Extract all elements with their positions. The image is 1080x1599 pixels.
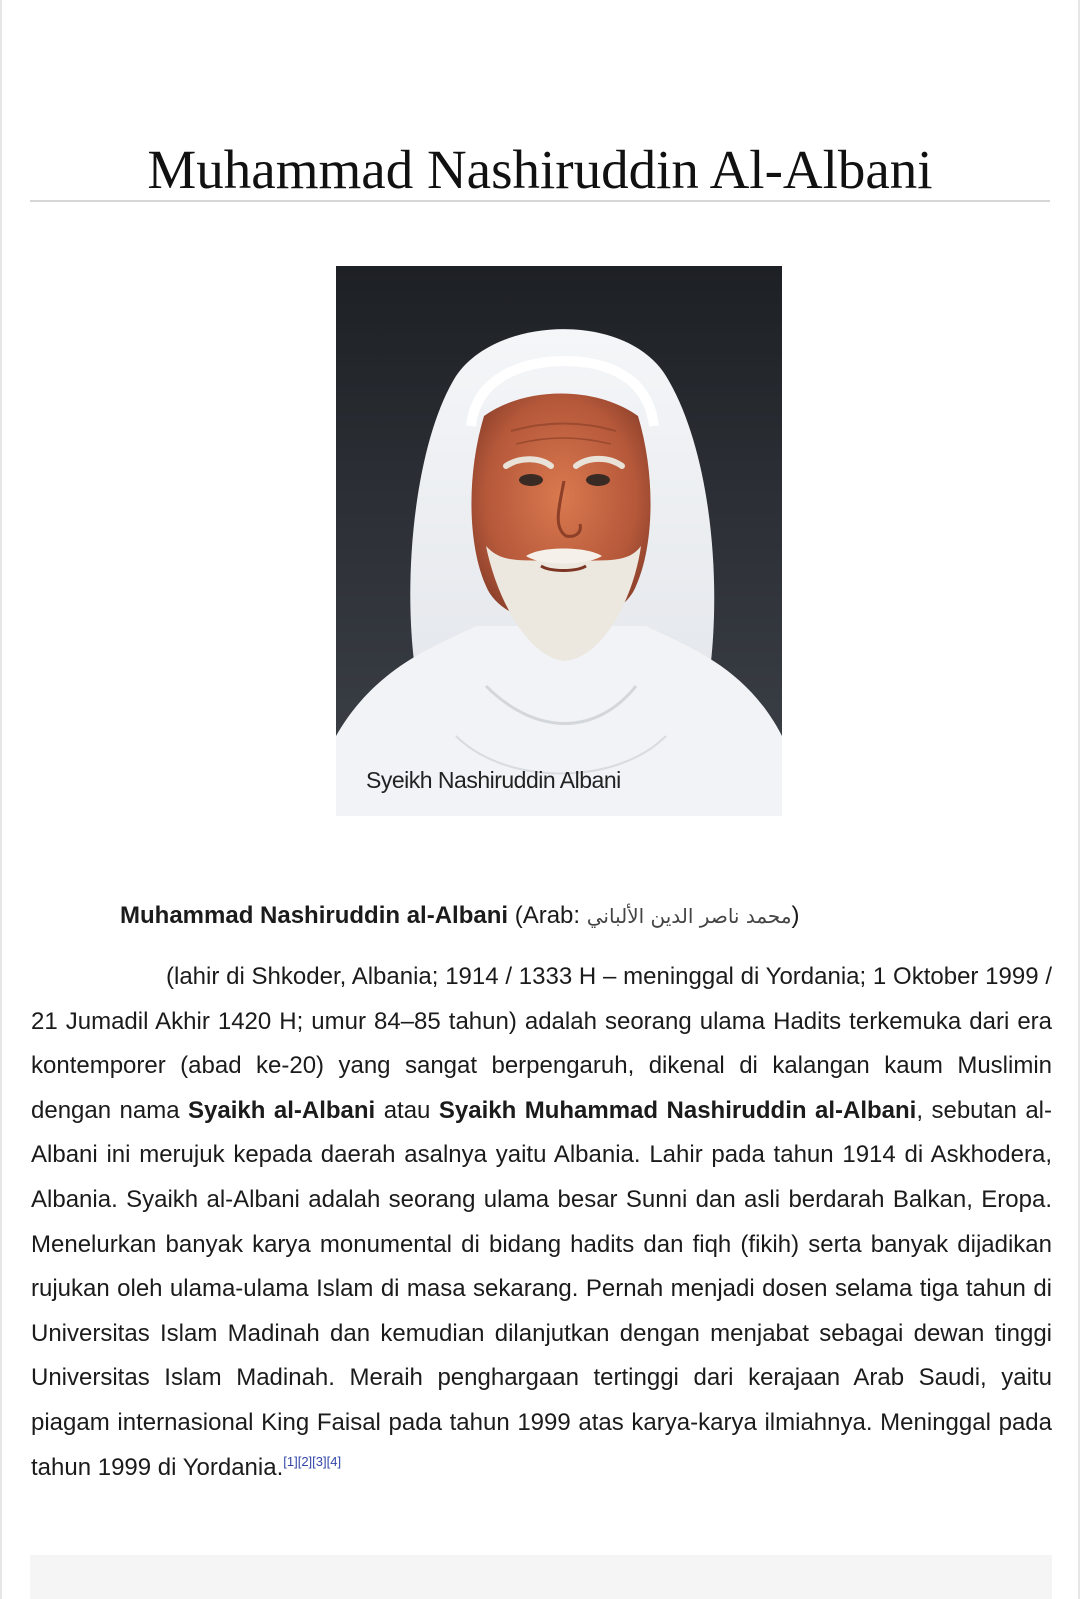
portrait-illustration	[336, 266, 782, 816]
portrait-image	[336, 266, 782, 816]
lead-arabic-name: محمد ناصر الدين الألباني	[586, 904, 792, 928]
reference-link-3[interactable]: [3]	[312, 1453, 327, 1469]
paragraph-part-3: , sebutan al-Albani ini merujuk kepada daerah asalnya yaitu Albania. Lahir pada tahun 1914 di Askhodera, Albania. Syaikh al-Albani adalah seorang ulama besar Sunni dan asli berdarah Balkan, Eropa. Menelurkan banyak karya monumental di bidang hadits dan fiqh (fikih) serta banyak dijadikan rujukan oleh ulama-ulama Islam di masa sekarang. Pernah menjadi dosen selama tiga tahun di Universitas Islam Madinah dan kemudian dilanjutkan dengan menjabat sebagai dewan tinggi Universitas Islam Madinah. Meraih penghargaan tertinggi dari kerajaan Arab Saudi, yaitu piagam internasional King Faisal pada tahun 1999 atas karya-karya ilmiahnya. Meninggal pada tahun 1999 di Yordania.	[31, 1096, 1053, 1481]
paragraph-part-1: (lahir di Shkoder, Albania; 1914 / 1333 H – meninggal di Yordania; 1 Oktober 1999 / 21 Jumadil Akhir 1420 H; umur 84–85 tahun) adalah seorang ulama Hadits terkemuka dari era kontemporer (abad ke-20) yang sangat berpengaruh, dikenal di kalangan kaum Muslimin dengan nama	[31, 963, 1052, 1124]
reference-links	[283, 1454, 341, 1469]
reference-link-4[interactable]: [4]	[326, 1453, 342, 1469]
page-edge-left	[0, 0, 2, 1599]
lead-line	[120, 898, 800, 934]
reference-link-1[interactable]: [1]	[283, 1453, 298, 1469]
lead-name: Muhammad Nashiruddin al-Albani	[120, 902, 509, 929]
title-divider	[30, 200, 1050, 202]
reference-link-2[interactable]: [2]	[297, 1453, 313, 1469]
page-title: Muhammad Nashiruddin Al-Albani	[147, 139, 933, 200]
footer-panel	[30, 1555, 1052, 1599]
portrait-caption: Syeikh Nashiruddin Albani	[366, 767, 621, 793]
bold-syaikh-al-albani: Syaikh al-Albani	[188, 1096, 376, 1124]
bold-full-name: Syaikh Muhammad Nashiruddin al-Albani	[438, 1096, 917, 1124]
article-paragraph	[31, 955, 1052, 1490]
lead-arab-label: (Arab:	[508, 902, 587, 929]
lead-close: )	[791, 902, 800, 929]
paragraph-part-2: atau	[375, 1096, 439, 1124]
